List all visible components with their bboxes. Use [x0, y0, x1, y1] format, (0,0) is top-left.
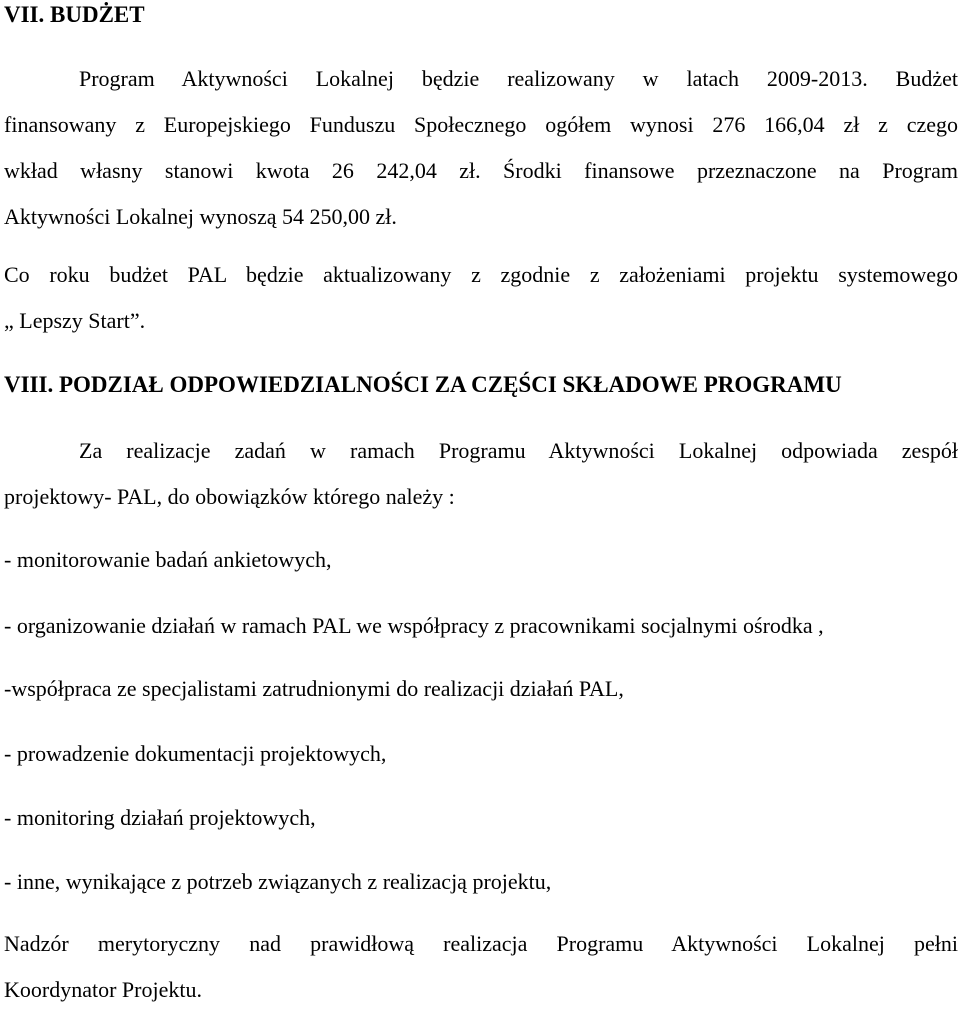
list-item: - monitoring działań projektowych, — [4, 805, 316, 830]
budget-paragraph-line-1: Program Aktywności Lokalnej będzie realizowany w latach 2009-2013. Budżet — [79, 66, 958, 91]
responsibility-intro-line-1: Za realizacje zadań w ramach Programu Aktywności Lokalnej odpowiada zespół — [79, 438, 958, 463]
list-item: - monitorowanie badań ankietowych, — [4, 547, 332, 572]
list-item: - prowadzenie dokumentacji projektowych, — [4, 741, 387, 766]
list-item: - inne, wynikające z potrzeb związanych z realizacją projektu, — [4, 869, 552, 894]
budget-paragraph-line-3: wkład własny stanowi kwota 26 242,04 zł. Środki finansowe przeznaczone na Program — [4, 158, 958, 183]
section-heading-responsibility: VIII. PODZIAŁ ODPOWIEDZIALNOŚCI ZA CZĘŚCI SKŁADOWE PROGRAMU — [4, 372, 842, 397]
list-item: -współpraca ze specjalistami zatrudnionymi do realizacji działań PAL, — [4, 676, 624, 701]
budget-update-line-1: Co roku budżet PAL będzie aktualizowany z zgodnie z założeniami projektu systemowego — [4, 262, 958, 287]
closing-paragraph — [4, 921, 958, 1013]
budget-paragraph-line-4: Aktywności Lokalnej wynoszą 54 250,00 zł. — [4, 204, 397, 229]
responsibility-intro-paragraph — [4, 428, 958, 520]
budget-paragraph — [4, 56, 958, 240]
closing-line-2: Koordynator Projektu. — [4, 977, 202, 1002]
budget-paragraph-line-2: finansowany z Europejskiego Funduszu Społecznego ogółem wynosi 276 166,04 zł z czego — [4, 112, 958, 137]
budget-update-line-2: „ Lepszy Start”. — [4, 308, 146, 333]
budget-update-paragraph — [4, 252, 958, 344]
section-heading-budget: VII. BUDŻET — [4, 2, 145, 27]
responsibility-intro-line-2: projektowy- PAL, do obowiązków którego należy : — [4, 484, 455, 509]
list-item: - organizowanie działań w ramach PAL we współpracy z pracownikami socjalnymi ośrodka , — [4, 613, 824, 638]
closing-line-1: Nadzór merytoryczny nad prawidłową realizacja Programu Aktywności Lokalnej pełni — [4, 931, 958, 956]
